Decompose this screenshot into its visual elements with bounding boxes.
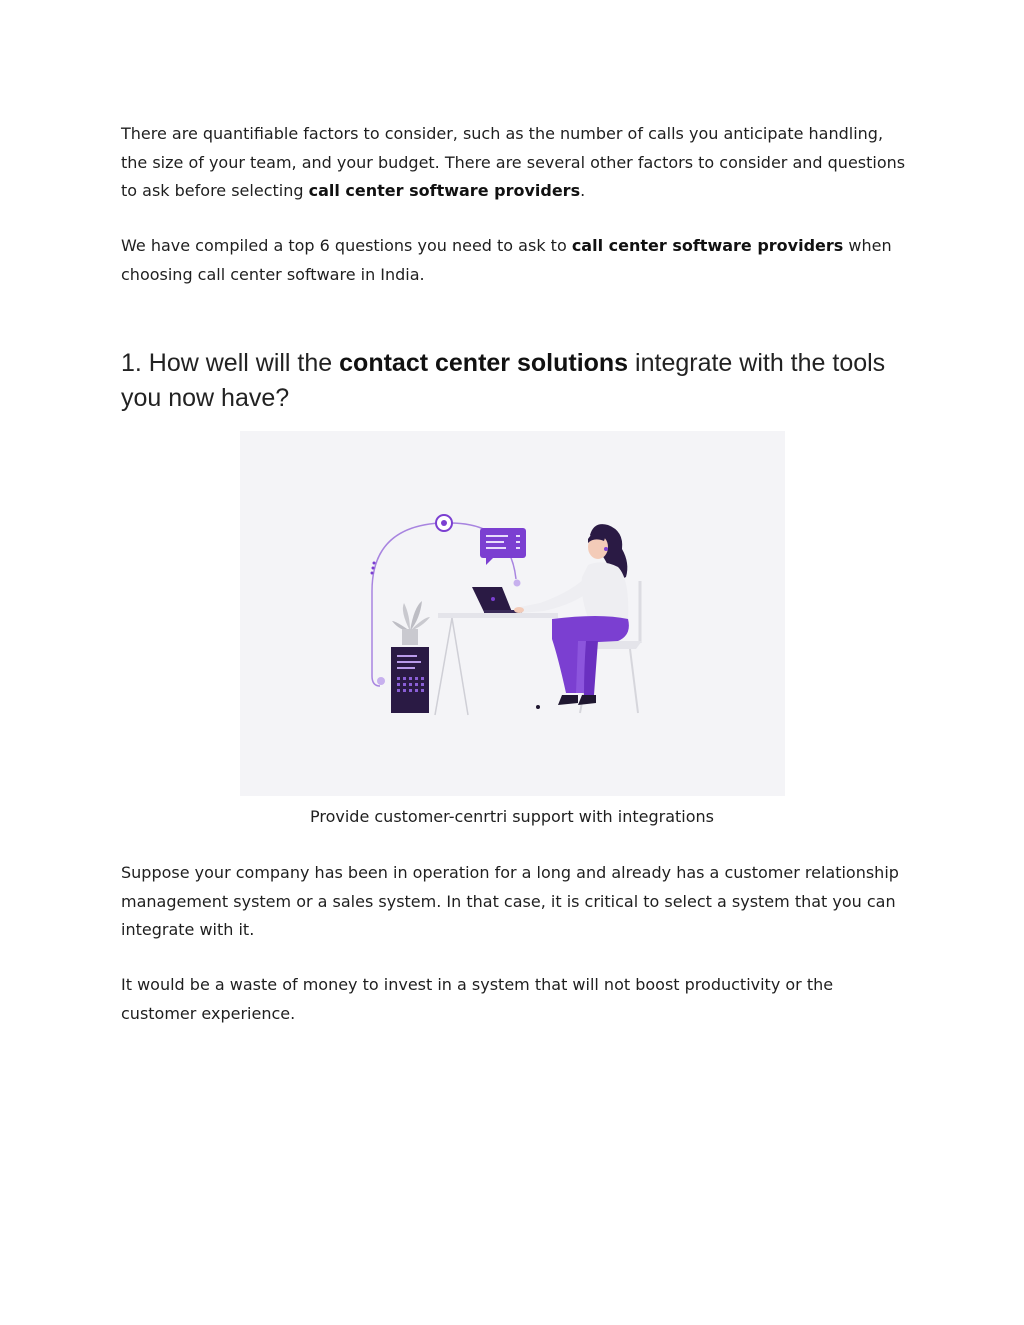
woman-torso-icon	[582, 562, 629, 623]
heading-bold-text: contact center solutions	[339, 349, 629, 377]
integration-illustration	[240, 431, 785, 796]
heading-text-end: integrate with the tools you now have?	[121, 349, 886, 412]
intro-paragraph	[121, 120, 911, 206]
compiled-text: We have compiled a top 6 questions you need to ask to	[121, 236, 572, 255]
intro-text-end: .	[580, 181, 586, 200]
connector-dot-icon	[377, 677, 385, 685]
connector-dot-right-icon	[514, 580, 521, 587]
crm-integration-paragraph: Suppose your company has been in operation for a long and already has a customer relationship management system or a sales system. In that case, it is critical to select a system that you can integrate with it.	[121, 863, 899, 939]
section-heading-1	[121, 346, 911, 416]
compiled-text-end: when choosing call center software in India.	[121, 236, 892, 284]
heading-text: 1. How well will the	[121, 349, 340, 377]
intro-text: There are quantifiable factors to consider, such as the number of calls you anticipate handling, the size of your team, and your budget. There are several other factors to consider and questions to ask before selecting	[121, 124, 906, 200]
figure-caption: Provide customer-cenrtri support with integrations	[310, 807, 714, 826]
plant-icon	[403, 603, 410, 631]
compiled-questions-paragraph	[121, 232, 911, 289]
woman-at-laptop-illustration	[240, 431, 785, 796]
waste-of-money-paragraph: It would be a waste of money to invest in a system that will not boost productivity or the customer experience.	[121, 975, 834, 1023]
desk-icon	[438, 613, 558, 618]
woman-shoe-icon	[558, 695, 578, 705]
compiled-bold-text: call center software providers	[571, 236, 844, 255]
intro-bold-link-text: call center software providers	[308, 181, 581, 200]
